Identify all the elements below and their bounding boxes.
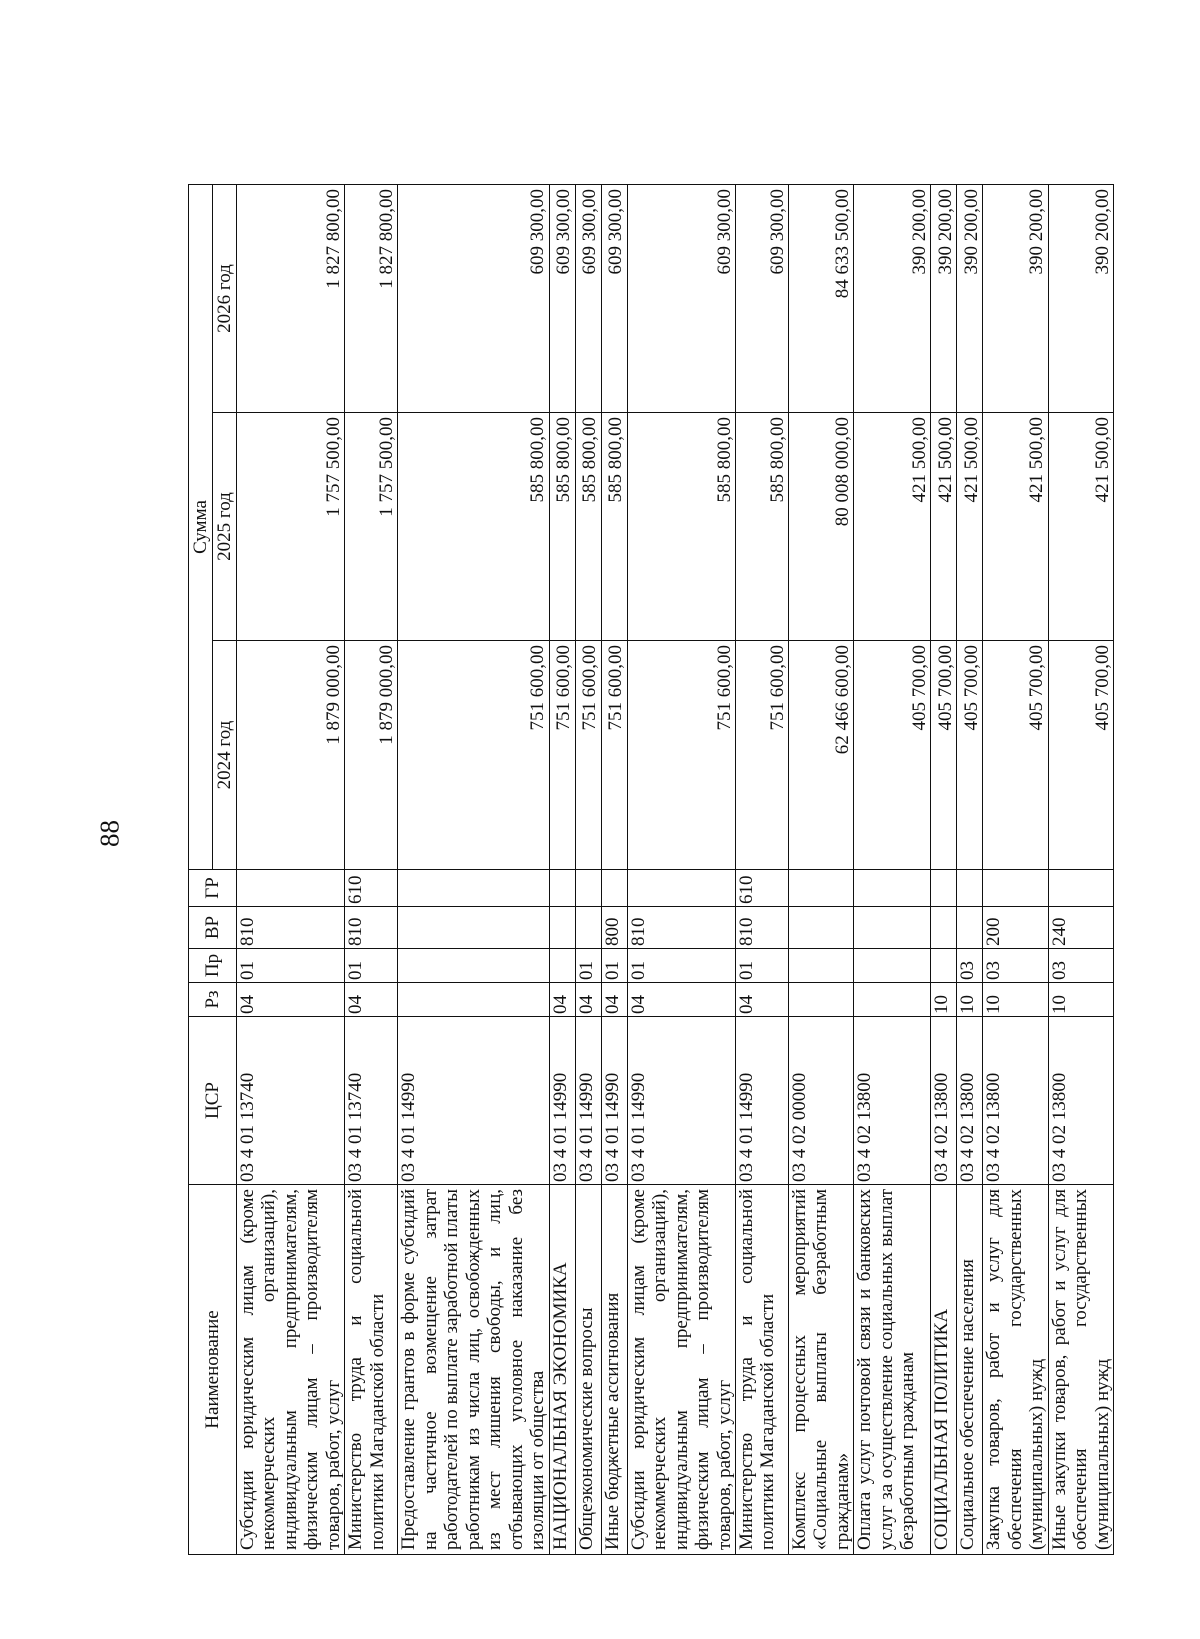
cell-rz — [854, 983, 931, 1017]
cell-y2024: 751 600,00 — [601, 641, 627, 870]
cell-gr — [1048, 870, 1113, 907]
cell-gr — [931, 870, 957, 907]
cell-csr: 03 4 01 14990 — [601, 1017, 627, 1185]
cell-gr: 610 — [735, 870, 788, 907]
cell-rz: 04 — [627, 983, 735, 1017]
table-row — [854, 185, 931, 1555]
cell-name: Министерство труда и социальной политики Магаданской области — [735, 1185, 788, 1555]
cell-pr: 03 — [983, 949, 1048, 983]
header-rz: Рз — [189, 983, 237, 1017]
cell-rz: 04 — [601, 983, 627, 1017]
cell-gr: 610 — [345, 870, 398, 907]
cell-rz — [788, 983, 853, 1017]
cell-csr: 03 4 01 13740 — [237, 1017, 345, 1185]
page-number: 88 — [94, 820, 125, 847]
cell-rz: 04 — [735, 983, 788, 1017]
cell-pr — [854, 949, 931, 983]
cell-y2025: 1 757 500,00 — [345, 413, 398, 641]
cell-gr — [957, 870, 983, 907]
cell-gr — [983, 870, 1048, 907]
table-row — [1048, 185, 1113, 1555]
cell-pr — [788, 949, 853, 983]
cell-y2024: 405 700,00 — [983, 641, 1048, 870]
cell-gr — [854, 870, 931, 907]
cell-name: Комплекс процессных мероприятий «Социальные выплаты безработным гражданам» — [788, 1185, 853, 1555]
cell-y2024: 1 879 000,00 — [345, 641, 398, 870]
cell-name: Закупка товаров, работ и услуг для обеспечения государственных (муниципальных) нужд — [983, 1185, 1048, 1555]
cell-csr: 03 4 02 13800 — [983, 1017, 1048, 1185]
cell-gr — [601, 870, 627, 907]
cell-pr: 03 — [957, 949, 983, 983]
cell-name: Социальное обеспечение населения — [957, 1185, 983, 1555]
header-year-2026: 2026 год — [213, 185, 237, 413]
cell-vr: 200 — [983, 907, 1048, 949]
cell-rz: 10 — [1048, 983, 1113, 1017]
cell-rz: 04 — [237, 983, 345, 1017]
table-row — [549, 185, 575, 1555]
cell-csr: 03 4 02 13800 — [931, 1017, 957, 1185]
cell-y2025: 1 757 500,00 — [237, 413, 345, 641]
cell-y2024: 1 879 000,00 — [237, 641, 345, 870]
cell-vr — [398, 907, 549, 949]
cell-pr: 01 — [601, 949, 627, 983]
cell-rz: 10 — [983, 983, 1048, 1017]
cell-y2024: 405 700,00 — [1048, 641, 1113, 870]
header-csr: ЦСР — [189, 1017, 237, 1185]
cell-y2026: 609 300,00 — [735, 185, 788, 413]
cell-csr: 03 4 01 14990 — [549, 1017, 575, 1185]
cell-csr: 03 4 02 00000 — [788, 1017, 853, 1185]
cell-y2025: 585 800,00 — [549, 413, 575, 641]
cell-pr — [549, 949, 575, 983]
cell-rz: 04 — [575, 983, 601, 1017]
cell-name: Министерство труда и социальной политики Магаданской области — [345, 1185, 398, 1555]
cell-vr — [931, 907, 957, 949]
cell-rz — [398, 983, 549, 1017]
cell-y2026: 390 200,00 — [1048, 185, 1113, 413]
cell-vr: 800 — [601, 907, 627, 949]
table-row — [575, 185, 601, 1555]
cell-gr — [549, 870, 575, 907]
cell-y2026: 390 200,00 — [983, 185, 1048, 413]
header-vr: ВР — [189, 907, 237, 949]
cell-y2025: 421 500,00 — [931, 413, 957, 641]
cell-csr: 03 4 01 14990 — [735, 1017, 788, 1185]
cell-y2026: 390 200,00 — [854, 185, 931, 413]
table-row — [788, 185, 853, 1555]
cell-y2025: 80 008 000,00 — [788, 413, 853, 641]
table-row — [601, 185, 627, 1555]
header-year-2024: 2024 год — [213, 641, 237, 870]
cell-csr: 03 4 01 14990 — [575, 1017, 601, 1185]
cell-y2025: 421 500,00 — [854, 413, 931, 641]
table-row — [983, 185, 1048, 1555]
cell-csr: 03 4 01 14990 — [627, 1017, 735, 1185]
cell-y2026: 609 300,00 — [549, 185, 575, 413]
header-year-2025: 2025 год — [213, 413, 237, 641]
header-gr: ГР — [189, 870, 237, 907]
cell-pr — [931, 949, 957, 983]
cell-name: СОЦИАЛЬНАЯ ПОЛИТИКА — [931, 1185, 957, 1555]
cell-y2025: 585 800,00 — [575, 413, 601, 641]
cell-gr — [627, 870, 735, 907]
table-row — [398, 185, 549, 1555]
cell-vr — [957, 907, 983, 949]
header-sum: Сумма — [189, 185, 213, 870]
cell-rz: 10 — [957, 983, 983, 1017]
cell-csr: 03 4 02 13800 — [854, 1017, 931, 1185]
cell-vr: 810 — [627, 907, 735, 949]
cell-y2025: 421 500,00 — [983, 413, 1048, 641]
cell-y2025: 421 500,00 — [957, 413, 983, 641]
table-row — [345, 185, 398, 1555]
cell-y2024: 405 700,00 — [957, 641, 983, 870]
cell-y2024: 405 700,00 — [931, 641, 957, 870]
cell-vr: 810 — [735, 907, 788, 949]
cell-y2026: 609 300,00 — [627, 185, 735, 413]
cell-vr — [575, 907, 601, 949]
cell-y2025: 585 800,00 — [627, 413, 735, 641]
cell-y2025: 585 800,00 — [398, 413, 549, 641]
cell-y2026: 609 300,00 — [398, 185, 549, 413]
table-row — [237, 185, 345, 1555]
cell-vr: 810 — [237, 907, 345, 949]
cell-y2024: 751 600,00 — [627, 641, 735, 870]
cell-pr: 01 — [345, 949, 398, 983]
cell-y2026: 1 827 800,00 — [345, 185, 398, 413]
cell-gr — [398, 870, 549, 907]
cell-y2026: 390 200,00 — [957, 185, 983, 413]
cell-y2024: 751 600,00 — [735, 641, 788, 870]
cell-y2026: 84 633 500,00 — [788, 185, 853, 413]
cell-name: Субсидии юридическим лицам (кроме некоммерческих организаций), индивидуальным предпринимателям, физическим лицам – производителям товаров, работ, услуг — [237, 1185, 345, 1555]
cell-gr — [237, 870, 345, 907]
table-row — [957, 185, 983, 1555]
cell-y2024: 751 600,00 — [549, 641, 575, 870]
cell-csr: 03 4 02 13800 — [1048, 1017, 1113, 1185]
cell-pr: 03 — [1048, 949, 1113, 983]
cell-gr — [575, 870, 601, 907]
cell-y2025: 421 500,00 — [1048, 413, 1113, 641]
cell-y2024: 405 700,00 — [854, 641, 931, 870]
cell-pr: 01 — [735, 949, 788, 983]
cell-vr: 240 — [1048, 907, 1113, 949]
cell-vr — [854, 907, 931, 949]
cell-y2026: 1 827 800,00 — [237, 185, 345, 413]
cell-csr: 03 4 01 13740 — [345, 1017, 398, 1185]
cell-name: НАЦИОНАЛЬНАЯ ЭКОНОМИКА — [549, 1185, 575, 1555]
cell-y2024: 751 600,00 — [575, 641, 601, 870]
table-row — [931, 185, 957, 1555]
cell-name: Оплата услуг почтовой связи и банковских услуг за осуществление социальных выплат безработным гражданам — [854, 1185, 931, 1555]
cell-name: Предоставление грантов в форме субсидий на частичное возмещение затрат работодателей по выплате заработной платы работникам из числа лиц, освобожденных из мест лишения свободы, и лиц, отбывающих уголовное наказание без изоляции от общества — [398, 1185, 549, 1555]
cell-vr: 810 — [345, 907, 398, 949]
header-pr: Пр — [189, 949, 237, 983]
cell-pr — [398, 949, 549, 983]
budget-table-container — [188, 185, 1113, 1555]
cell-rz: 10 — [931, 983, 957, 1017]
cell-rz: 04 — [549, 983, 575, 1017]
cell-name: Иные бюджетные ассигнования — [601, 1185, 627, 1555]
cell-name: Иные закупки товаров, работ и услуг для обеспечения государственных (муниципальных) нужд — [1048, 1185, 1113, 1555]
cell-y2026: 390 200,00 — [931, 185, 957, 413]
cell-vr — [788, 907, 853, 949]
cell-name: Общеэкономические вопросы — [575, 1185, 601, 1555]
cell-vr — [549, 907, 575, 949]
cell-y2025: 585 800,00 — [601, 413, 627, 641]
budget-table — [188, 184, 1114, 1555]
cell-pr: 01 — [627, 949, 735, 983]
cell-rz: 04 — [345, 983, 398, 1017]
cell-y2025: 585 800,00 — [735, 413, 788, 641]
table-row — [627, 185, 735, 1555]
header-name: Наименование — [189, 1185, 237, 1555]
cell-y2024: 751 600,00 — [398, 641, 549, 870]
cell-csr: 03 4 01 14990 — [398, 1017, 549, 1185]
cell-name: Субсидии юридическим лицам (кроме некоммерческих организаций), индивидуальным предпринимателям, физическим лицам – производителям товаров, работ, услуг — [627, 1185, 735, 1555]
cell-y2024: 62 466 600,00 — [788, 641, 853, 870]
cell-gr — [788, 870, 853, 907]
cell-pr: 01 — [237, 949, 345, 983]
cell-y2026: 609 300,00 — [575, 185, 601, 413]
table-row — [735, 185, 788, 1555]
cell-csr: 03 4 02 13800 — [957, 1017, 983, 1185]
cell-pr: 01 — [575, 949, 601, 983]
cell-y2026: 609 300,00 — [601, 185, 627, 413]
